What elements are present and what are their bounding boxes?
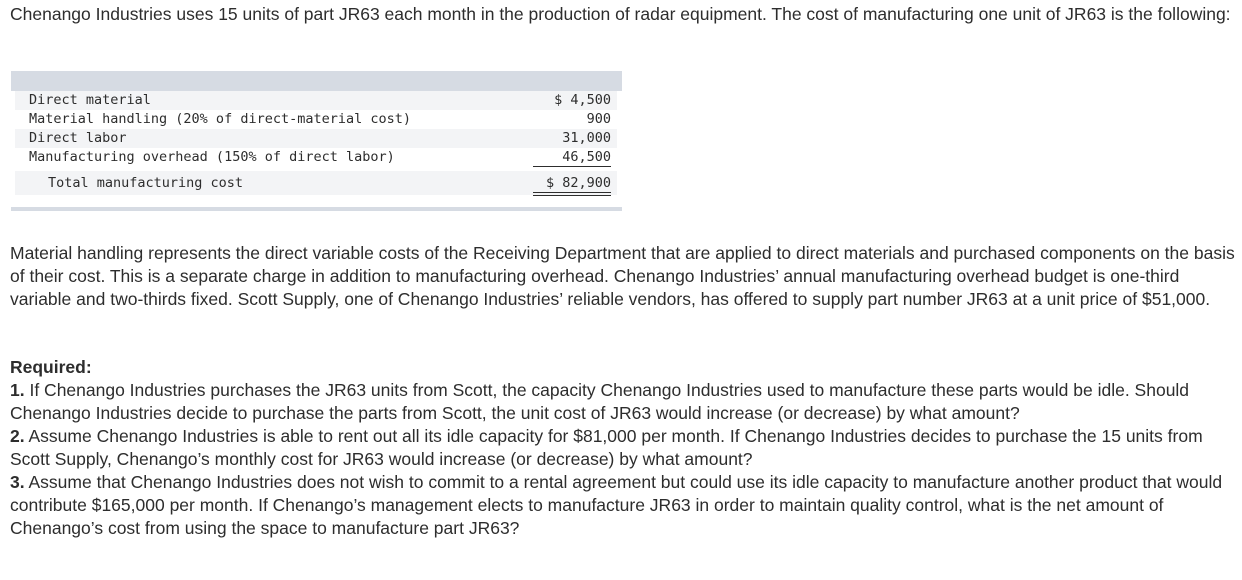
question-number: 1.	[10, 380, 25, 400]
question-number: 2.	[10, 426, 25, 446]
required-section	[10, 356, 1235, 540]
row-value: 900	[586, 111, 611, 127]
row-label: Material handling (20% of direct-material cost)	[29, 111, 412, 127]
total-value: $ 82,900	[545, 175, 611, 191]
row-value: 46,500	[562, 149, 611, 165]
context-paragraph: Material handling represents the direct variable costs of the Receiving Department that are applied to direct materials and purchased components on the basis of their cost. This is a separate charge in addition to manufacturing overhead. Chenango Industries’ annual manufacturing overhead budget is one-third variable and two-thirds fixed. Scott Supply, one of Chenango Industries’ reliable vendors, has offered to supply part number JR63 at a unit price of $51,000.	[10, 243, 1235, 309]
row-label: Manufacturing overhead (150% of direct labor)	[29, 149, 395, 165]
required-heading: Required:	[10, 357, 92, 377]
subtotal-rule	[533, 166, 611, 167]
table-header-band	[11, 71, 622, 91]
row-value: $ 4,500	[554, 92, 611, 108]
question-text: Assume Chenango Industries is able to rent out all its idle capacity for $81,000 per month. If Chenango Industries decides to purchase the 15 units from Scott Supply, Chenango’s monthly cost for JR63 would increase (or decrease) by what amount?	[10, 426, 1203, 469]
total-label: Total manufacturing cost	[48, 175, 244, 191]
table-row	[15, 129, 617, 148]
question-text: Assume that Chenango Industries does not wish to commit to a rental agreement but could use its idle capacity to manufacture another product that would contribute $165,000 per month. If Chenango’s management elects to manufacture JR63 in order to maintain quality control, what is the net amount of Chenango’s cost from using the space to manufacture part JR63?	[10, 472, 1223, 538]
cost-table	[11, 71, 622, 211]
question-2	[10, 425, 1235, 471]
question-text: If Chenango Industries purchases the JR63 units from Scott, the capacity Chenango Industries used to manufacture these parts would be idle. Should Chenango Industries decide to purchase the parts from Scott, the unit cost of JR63 would increase (or decrease) by what amount?	[10, 380, 1190, 423]
question-3	[10, 471, 1235, 540]
row-value: 31,000	[562, 130, 611, 146]
table-footer-band	[11, 207, 622, 211]
row-label: Direct labor	[29, 130, 127, 146]
table-row	[15, 148, 617, 167]
table-row	[15, 91, 617, 110]
question-number: 3.	[10, 472, 25, 492]
total-double-rule	[533, 192, 611, 196]
intro-paragraph: Chenango Industries uses 15 units of part JR63 each month in the production of radar equipment. The cost of manufacturing one unit of JR63 is the following:	[10, 4, 1231, 24]
row-label: Direct material	[29, 92, 151, 108]
table-total-row	[15, 171, 617, 195]
table-row	[15, 110, 617, 129]
question-1	[10, 379, 1235, 425]
